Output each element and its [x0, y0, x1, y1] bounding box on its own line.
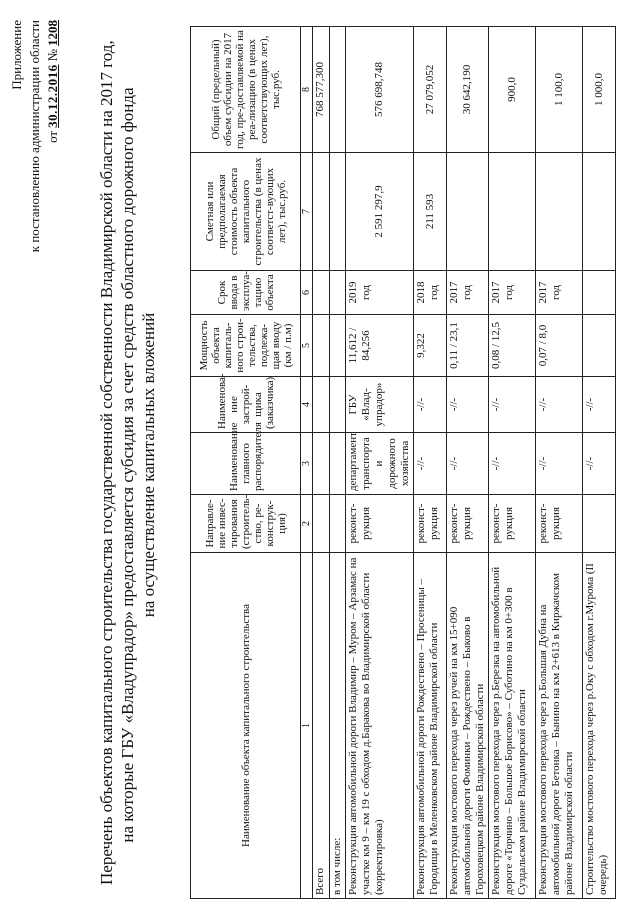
developer: ГБУ «Влад-упрадор» — [346, 377, 414, 433]
table-header-row — [191, 27, 301, 899]
column-number: 2 — [301, 495, 313, 553]
appendix-reference: к постановлению администрации области — [27, 20, 42, 253]
table-row — [346, 27, 414, 899]
term: 2017 год — [536, 271, 583, 315]
direction: реконст-рукция — [489, 495, 536, 553]
column-number: 8 — [301, 27, 313, 153]
objects-table — [190, 26, 616, 899]
capacity: 9,322 — [414, 315, 447, 377]
subsidy: 576 698,748 — [346, 27, 414, 153]
cost: 2 591 297,9 — [346, 153, 414, 271]
column-number: 4 — [301, 377, 313, 433]
column-number: 3 — [301, 433, 313, 495]
appendix-label: Приложение — [9, 20, 24, 90]
decree-number: 1208 — [45, 20, 60, 46]
subsidy: 1 000,0 — [583, 27, 616, 153]
table-row — [583, 27, 616, 899]
total-amount: 768 577,300 — [313, 27, 330, 153]
developer: -//- — [447, 377, 489, 433]
column-number: 1 — [301, 553, 313, 899]
object-name: Реконструкция автомобильной дороги Владимир – Муром – Арзамас на участке км 9 – км 19 с обходом д.Баракова во Владимирской области (корректировка) — [346, 553, 414, 899]
header-direction: Направле-ние инвес-тирования (строитель-ство, ре-конструк-ция) — [191, 495, 301, 553]
cost — [447, 153, 489, 271]
capacity: 0,07 / 8,0 — [536, 315, 583, 377]
developer: -//- — [583, 377, 616, 433]
capacity: 11,612 / 84,256 — [346, 315, 414, 377]
developer: -//- — [414, 377, 447, 433]
subsidy: 27 079,052 — [414, 27, 447, 153]
decree-date: 30.12.2016 — [45, 64, 60, 128]
header-capacity: Мощность объекта капиталь-ного строи-тельства, подлежа-щая вводу (км / п.м) — [191, 315, 301, 377]
term: 2017 год — [489, 271, 536, 315]
capacity — [583, 315, 616, 377]
header-developer: Наименова-ние застрой-щика (заказчика) — [191, 377, 301, 433]
including-row — [330, 27, 346, 899]
direction: реконст-рукция — [536, 495, 583, 553]
object-name: Реконструкция мостового перехода через ручей на км 15+090 автомобильной дороги Фоминки – Рождествено – Быково в Гороховецком районе Владимирской области — [447, 553, 489, 899]
title-line-2: на которые ГБУ «Владупрадор» предоставляется субсидия за счет средств областного дорожного фонда — [118, 87, 137, 843]
distributor: -//- — [536, 433, 583, 495]
distributor: -//- — [489, 433, 536, 495]
capacity: 0,11 / 23,1 — [447, 315, 489, 377]
term: 2018 год — [414, 271, 447, 315]
header-subsidy: Общий (предельный) объем субсидии на 2017 год, пре-доставляемой на реа-лизацию (в ценах соответствующих лет), тыс.руб. — [191, 27, 301, 153]
header-term: Срок ввода в эксплуа-тацию объекта — [191, 271, 301, 315]
direction: реконст-рукция — [346, 495, 414, 553]
developer: -//- — [489, 377, 536, 433]
column-number: 7 — [301, 153, 313, 271]
column-number: 5 — [301, 315, 313, 377]
subsidy: 1 100,0 — [536, 27, 583, 153]
header-cost: Сметная или предполагаемая стоимость объекта капитального строительства (в ценах соответст-вующих лет), тыс.руб. — [191, 153, 301, 271]
term: 2017 год — [447, 271, 489, 315]
cost — [583, 153, 616, 271]
distributor: -//- — [447, 433, 489, 495]
total-label: Всего — [313, 553, 330, 899]
total-row — [313, 27, 330, 899]
table-row — [489, 27, 536, 899]
distributor: департамент транспорта и дорожного хозяйства — [346, 433, 414, 495]
object-name: Реконструкция мостового перехода через р.Березка на автомобильной дороге «Торчино – Большое Борисово» – Суботино на км 0+300 в Суздальском районе Владимирской области — [489, 553, 536, 899]
subsidy: 30 642,190 — [447, 27, 489, 153]
column-numbers-row — [301, 27, 313, 899]
cost — [489, 153, 536, 271]
decree-line — [44, 20, 62, 252]
title-line-3: на осуществление капитальных вложений — [139, 312, 158, 618]
decree-from: от — [45, 130, 60, 143]
developer: -//- — [536, 377, 583, 433]
table-row — [447, 27, 489, 899]
column-number: 6 — [301, 271, 313, 315]
term: 2019 год — [346, 271, 414, 315]
direction — [583, 495, 616, 553]
header-object-name: Наименование объекта капитального строительства — [191, 553, 301, 899]
title-line-1: Перечень объектов капитального строительства государственной собственности Владимирской области на 2017 год, — [97, 40, 116, 885]
object-name: Строительство мостового перехода через р.Оку с обходом г.Мурома (II очередь) — [583, 553, 616, 899]
capacity: 0,08 / 12,5 — [489, 315, 536, 377]
object-name: Реконструкция автомобильной дороги Рождествено – Просеницы – Городищи в Меленковском районе Владимирской области — [414, 553, 447, 899]
direction: реконст-рукция — [447, 495, 489, 553]
including-label: в том числе: — [330, 553, 346, 899]
header-distributor: Наименование главного распорядителя — [191, 433, 301, 495]
cost — [536, 153, 583, 271]
distributor: -//- — [414, 433, 447, 495]
cost: 211 593 — [414, 153, 447, 271]
object-name: Реконструкция мостового перехода через р.Большая Дубна на автомобильной дороге Бетонка – Бынино на км 2+613 в Киржачском районе Владимирской области — [536, 553, 583, 899]
appendix-block — [8, 20, 62, 252]
document-title — [96, 40, 159, 885]
table-row — [414, 27, 447, 899]
subsidy: 900,0 — [489, 27, 536, 153]
direction: реконст-рукция — [414, 495, 447, 553]
table-row — [536, 27, 583, 899]
decree-number-sign: № — [45, 49, 60, 62]
term — [583, 271, 616, 315]
distributor: -//- — [583, 433, 616, 495]
